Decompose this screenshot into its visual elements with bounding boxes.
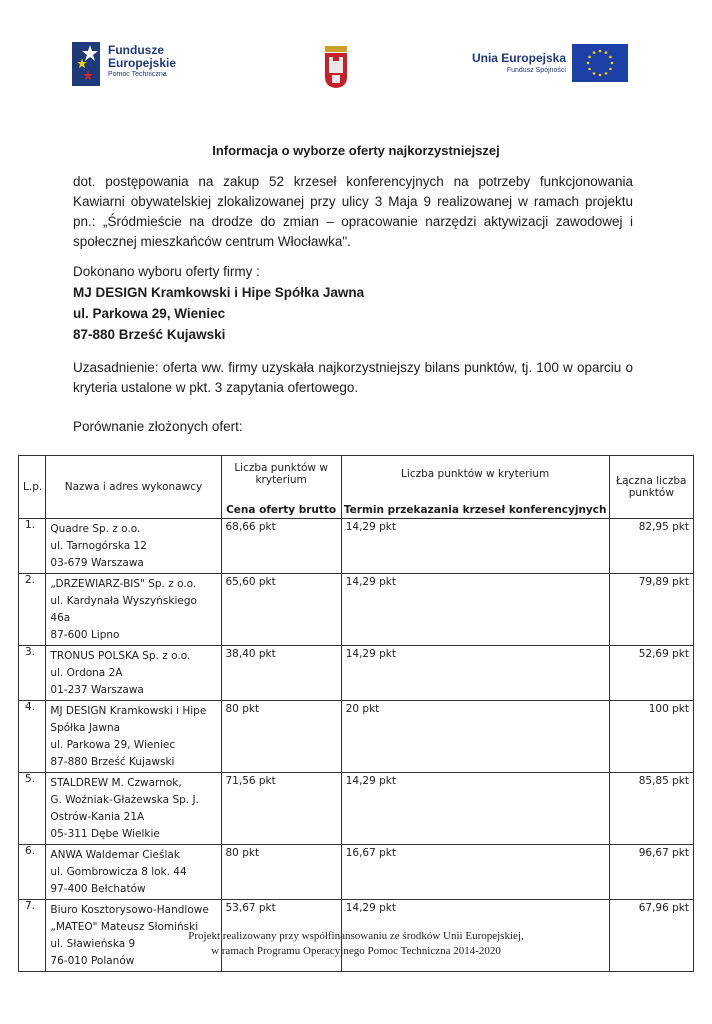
contractor-line: 97-400 Bełchatów xyxy=(50,883,146,895)
row-term-points: 14,29 pkt xyxy=(341,773,609,845)
footer xyxy=(0,929,712,959)
table-row xyxy=(19,845,694,900)
header-term-bottom: Termin przekazania krzeseł konferencyjnych xyxy=(343,504,607,516)
contractor-line: Spółka Jawna xyxy=(50,722,121,734)
row-total-points: 52,69 pkt xyxy=(609,646,693,701)
selected-firm-name: MJ DESIGN Kramkowski i Hipe Spółka Jawna xyxy=(73,285,365,300)
fundusze-europejskie-logo xyxy=(72,42,192,88)
table-row xyxy=(19,519,694,574)
fe-logo-line1: Fundusze xyxy=(108,43,164,57)
row-price-points: 65,60 pkt xyxy=(221,574,341,646)
contractor-line: „DRZEWIARZ-BIS" Sp. z o.o. xyxy=(50,578,197,590)
header-term xyxy=(341,456,609,519)
table-header-row xyxy=(19,456,694,519)
header-price xyxy=(221,456,341,519)
header-name: Nazwa i adres wykonawcy xyxy=(46,456,221,519)
row-lp: 3. xyxy=(19,646,46,701)
contractor-line: ul. Ordona 2A xyxy=(50,667,123,679)
header-price-top: Liczba punktów w kryterium xyxy=(234,462,328,486)
header-lp: L.p. xyxy=(19,456,46,519)
row-total-points: 96,67 pkt xyxy=(609,845,693,900)
row-price-points: 80 pkt xyxy=(221,701,341,773)
contractor-line: ul. Kardynała Wyszyńskiego 46a xyxy=(50,595,197,624)
contractor-line: G. Woźniak-Głażewska Sp. J. xyxy=(50,794,199,806)
contractor-line: 76-010 Polanów xyxy=(50,955,135,967)
table-row xyxy=(19,574,694,646)
contractor-line: ul. Gombrowicza 8 lok. 44 xyxy=(50,866,187,878)
row-contractor xyxy=(46,519,221,574)
row-price-points: 68,66 pkt xyxy=(221,519,341,574)
row-contractor xyxy=(46,845,221,900)
header-price-bottom: Cena oferty brutto xyxy=(226,504,337,516)
row-contractor xyxy=(46,701,221,773)
row-total-points: 82,95 pkt xyxy=(609,519,693,574)
row-total-points: 85,85 pkt xyxy=(609,773,693,845)
row-term-points: 14,29 pkt xyxy=(341,574,609,646)
row-lp: 5. xyxy=(19,773,46,845)
row-lp: 6. xyxy=(19,845,46,900)
contractor-line: 87-600 Lipno xyxy=(50,629,120,641)
row-term-points: 14,29 pkt xyxy=(341,900,609,972)
header-term-top: Liczba punktów w kryterium xyxy=(401,468,550,480)
contractor-line: ul. Sławieńska 9 xyxy=(50,938,136,950)
contractor-line: 87-880 Brześć Kujawski xyxy=(50,756,175,768)
contractor-line: Biuro Kosztorysowo-Handlowe xyxy=(50,904,209,916)
row-total-points: 67,96 pkt xyxy=(609,900,693,972)
eu-logo-line1: Unia Europejska xyxy=(471,51,566,65)
contractor-line: Quadre Sp. z o.o. xyxy=(50,523,141,535)
row-contractor xyxy=(46,574,221,646)
row-lp: 7. xyxy=(19,900,46,972)
row-term-points: 16,67 pkt xyxy=(341,845,609,900)
comparison-label: Porównanie złożonych ofert: xyxy=(73,419,243,434)
row-total-points: 100 pkt xyxy=(609,701,693,773)
fe-logo-line2: Europejskie xyxy=(108,56,177,70)
contractor-line: ul. Parkowa 29, Wieniec xyxy=(50,739,176,751)
row-contractor xyxy=(46,646,221,701)
row-price-points: 38,40 pkt xyxy=(221,646,341,701)
intro-paragraph: dot. postępowania na zakup 52 krzeseł konferencyjnych na potrzeby funkcjonowania Kawiarni obywatelskiej zlokalizowanej przy ulicy 3 Maja 9 realizowanej w ramach projektu pn.: „Śródmieście na drodze do zmian – opracowanie narzędzi aktywizacji zawodowej i społecznej mieszkańców centrum Włocławka". xyxy=(73,174,633,249)
row-lp: 4. xyxy=(19,701,46,773)
table-row xyxy=(19,646,694,701)
eu-flag-icon xyxy=(572,44,628,82)
row-term-points: 14,29 pkt xyxy=(341,519,609,574)
contractor-line: „MATEO" Mateusz Słomiński xyxy=(50,921,199,933)
justification-paragraph: Uzasadnienie: oferta ww. firmy uzyskała najkorzystniejszy bilans punktów, tj. 100 w oparciu o kryteria ustalone w pkt. 3 zapytania ofertowego. xyxy=(73,360,633,395)
selected-firm-street: ul. Parkowa 29, Wieniec xyxy=(73,306,226,321)
row-lp: 1. xyxy=(19,519,46,574)
selection-intro: Dokonano wyboru oferty firmy : xyxy=(73,264,260,279)
eu-logo-line2: Fundusz Spójności xyxy=(506,67,566,74)
row-price-points: 80 pkt xyxy=(221,845,341,900)
fe-logo-line3: Pomoc Techniczna xyxy=(108,71,167,78)
contractor-line: 01-237 Warszawa xyxy=(50,684,144,696)
row-price-points: 53,67 pkt xyxy=(221,900,341,972)
row-term-points: 20 pkt xyxy=(341,701,609,773)
document-title: Informacja o wyborze oferty najkorzystniejszej xyxy=(212,143,500,158)
offers-table xyxy=(18,455,694,972)
row-term-points: 14,29 pkt xyxy=(341,646,609,701)
contractor-line: TRONUS POLSKA Sp. z o.o. xyxy=(50,650,191,662)
footer-line2: w ramach Programu Operacyjnego Pomoc Techniczna 2014-2020 xyxy=(211,945,501,957)
table-row xyxy=(19,701,694,773)
row-lp: 2. xyxy=(19,574,46,646)
contractor-line: 05-311 Dębe Wielkie xyxy=(50,828,160,840)
row-contractor xyxy=(46,773,221,845)
contractor-line: ul. Tarnogórska 12 xyxy=(50,540,147,552)
row-price-points: 71,56 pkt xyxy=(221,773,341,845)
footer-line1: Projekt realizowany przy współfinansowaniu ze środków Unii Europejskiej, xyxy=(188,930,524,942)
fe-stars-icon xyxy=(72,42,104,86)
contractor-line: ANWA Waldemar Cieślak xyxy=(50,849,180,861)
header-total: Łączna liczba punktów xyxy=(609,456,693,519)
selected-firm-city: 87-880 Brześć Kujawski xyxy=(73,327,226,342)
city-crest-icon xyxy=(324,45,348,89)
contractor-line: MJ DESIGN Kramkowski i Hipe xyxy=(50,705,207,717)
table-row xyxy=(19,773,694,845)
contractor-line: STALDREW M. Czwarnok, xyxy=(50,777,182,789)
row-total-points: 79,89 pkt xyxy=(609,574,693,646)
contractor-line: 03-679 Warszawa xyxy=(50,557,144,569)
contractor-line: Ostrów-Kania 21A xyxy=(50,811,145,823)
